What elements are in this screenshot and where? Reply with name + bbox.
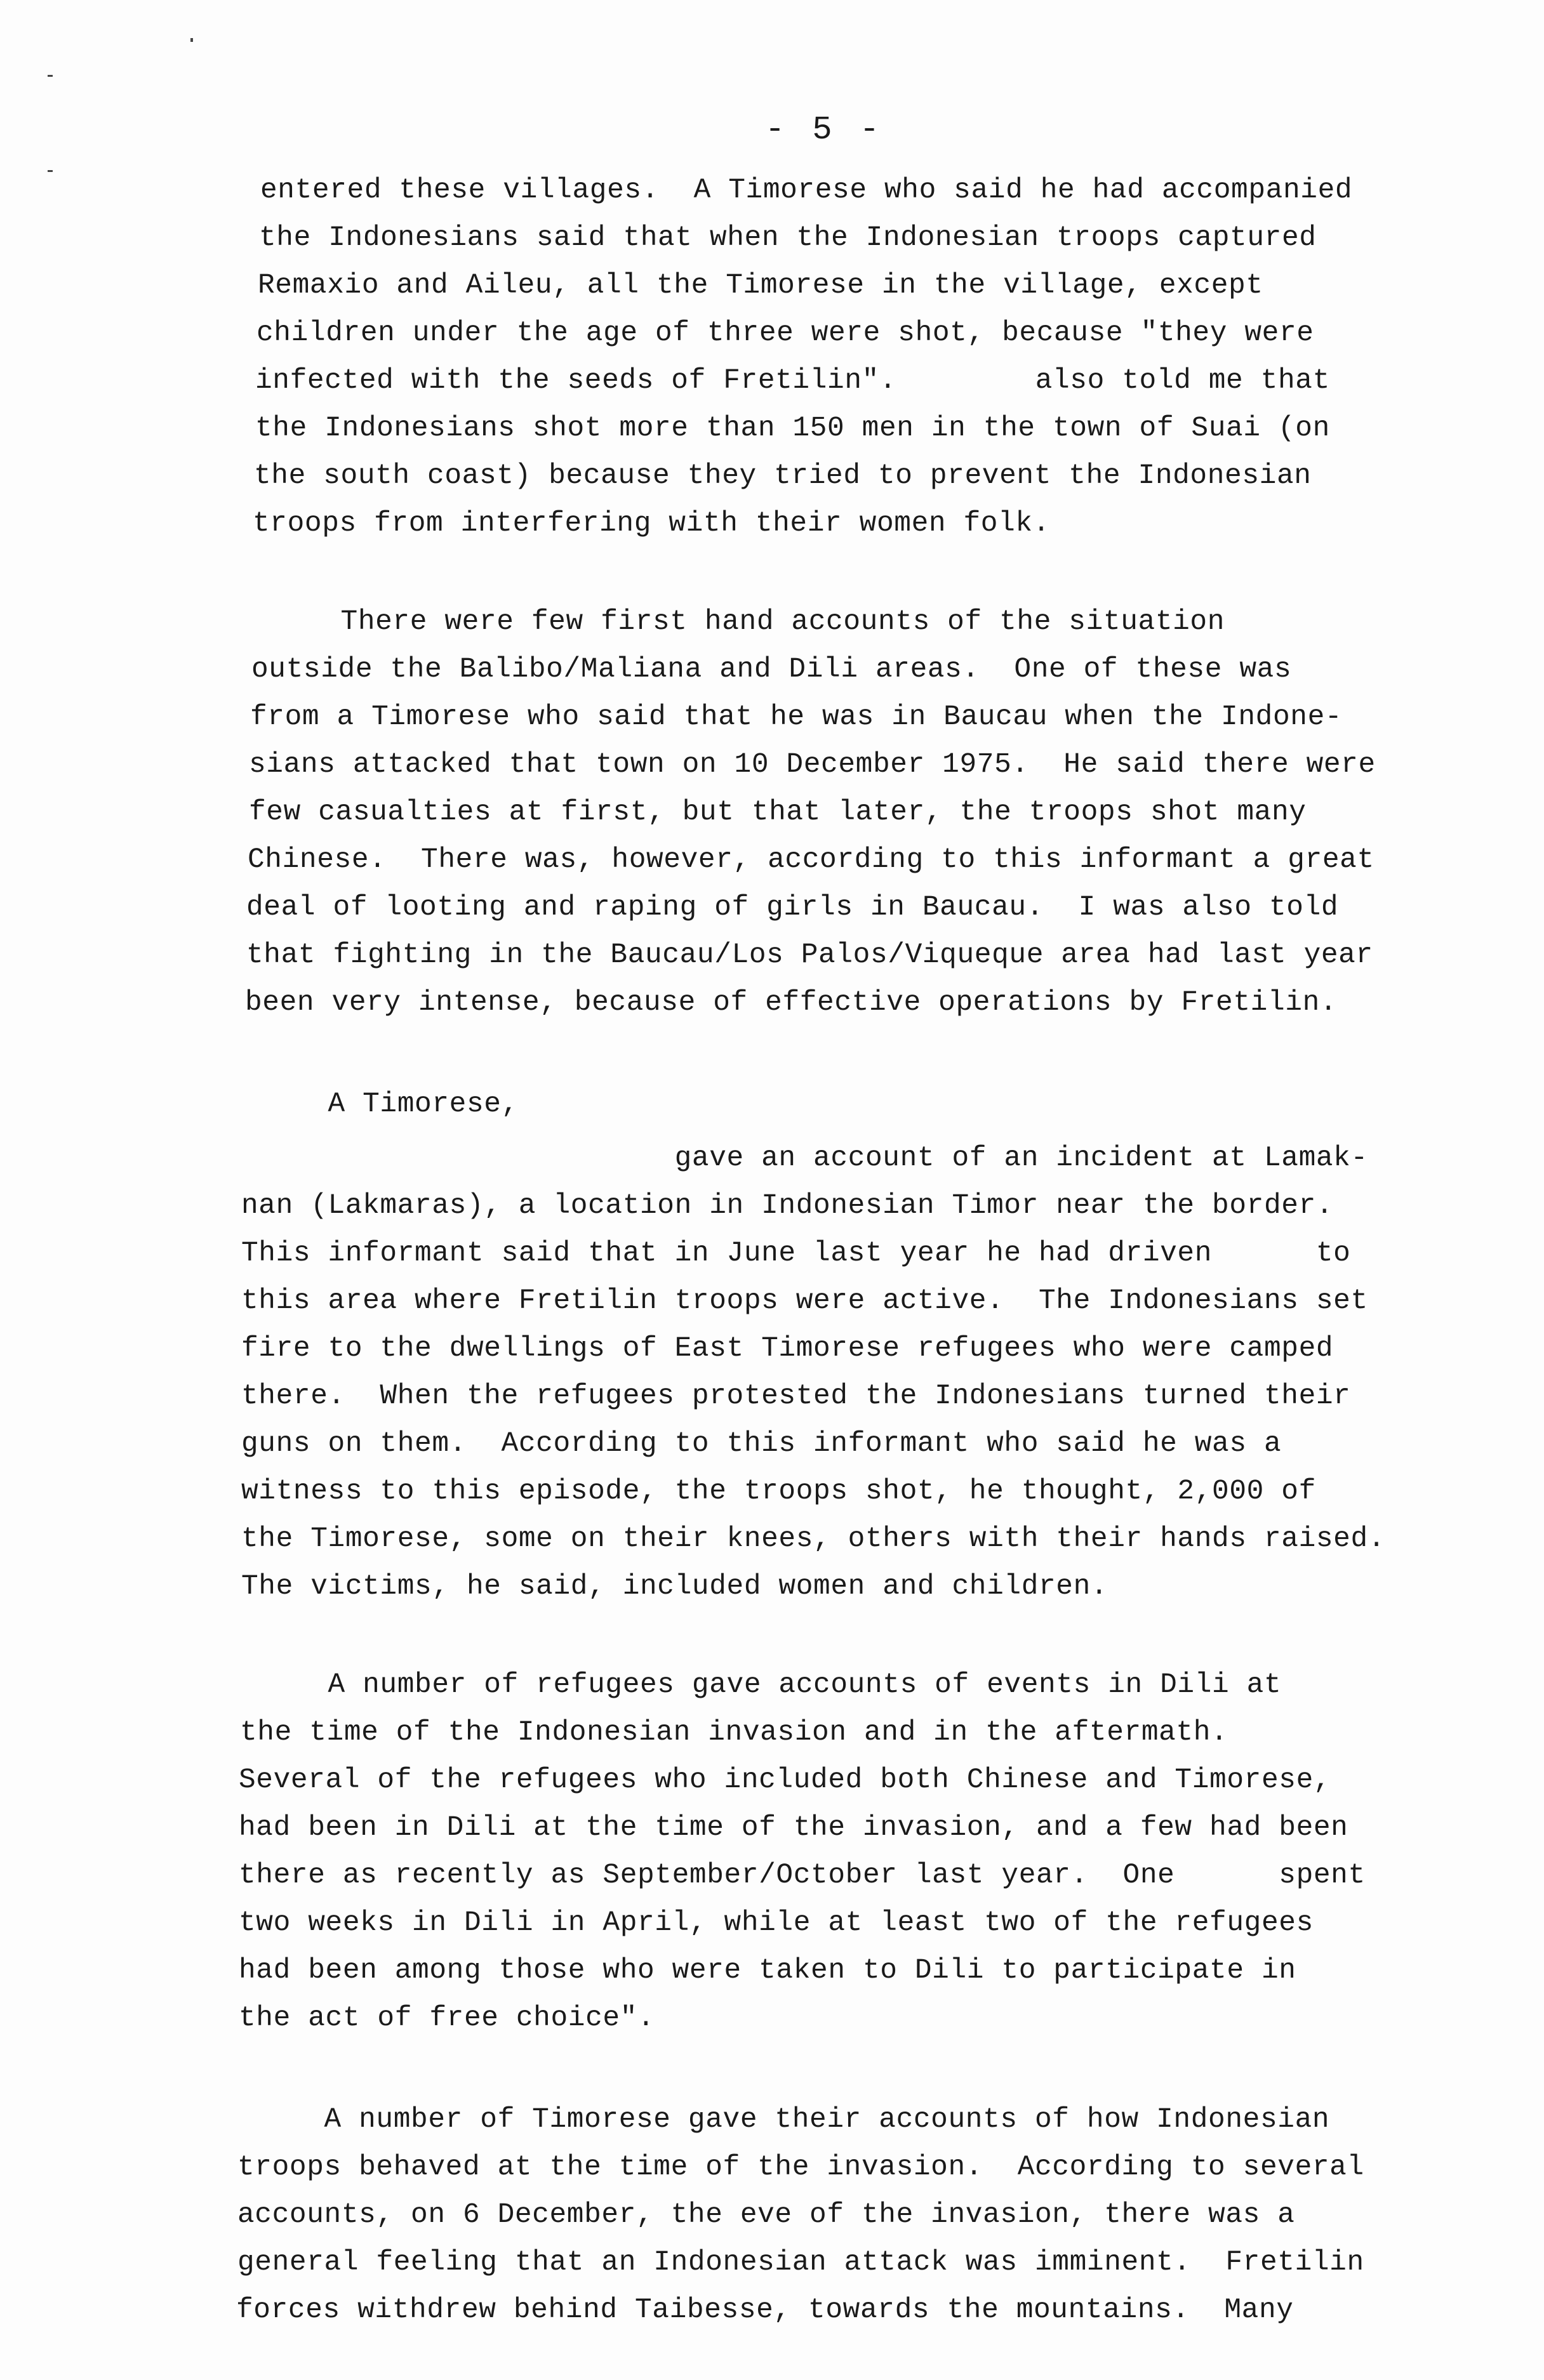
text-line: that fighting in the Baucau/Los Palos/Viqueque area had last year: [246, 939, 1373, 971]
text-line: the south coast) because they tried to prevent the Indonesian: [254, 460, 1312, 492]
text-line: The victims, he said, included women and children.: [241, 1571, 1108, 1603]
text-line: the Indonesians said that when the Indonesian troops captured: [259, 222, 1317, 254]
text-line: from a Timorese who said that he was in Baucau when the Indone-: [250, 701, 1343, 733]
text-line: there as recently as September/October last year. One spent: [239, 1860, 1366, 1891]
text-line: deal of looting and raping of girls in Baucau. I was also told: [246, 892, 1339, 923]
text-line: witness to this episode, the troops shot, he thought, 2,000 of: [241, 1476, 1316, 1507]
text-line: the act of free choice".: [239, 2002, 655, 2034]
text-line: troops behaved at the time of the invasion. According to several: [237, 2152, 1364, 2183]
text-line: general feeling that an Indonesian attack was imminent. Fretilin: [237, 2247, 1364, 2278]
scan-mark: [48, 75, 53, 77]
text-line: outside the Balibo/Maliana and Dili areas. One of these was: [251, 654, 1292, 685]
text-line: two weeks in Dili in April, while at least two of the refugees: [239, 1907, 1314, 1939]
text-line: had been among those who were taken to Dili to participate in: [239, 1955, 1296, 1987]
text-line: this area where Fretilin troops were active. The Indonesians set: [241, 1285, 1368, 1317]
text-line: had been in Dili at the time of the invasion, and a few had been: [239, 1812, 1348, 1844]
text-line: the Timorese, some on their knees, others with their hands raised.: [241, 1523, 1386, 1555]
scan-mark: [190, 38, 193, 42]
text-line: This informant said that in June last year he had driven to: [241, 1238, 1351, 1269]
text-line: A Timorese,: [241, 1088, 519, 1120]
text-line: troops from interfering with their women folk.: [253, 508, 1050, 539]
text-line: infected with the seeds of Fretilin". also told me that: [255, 365, 1330, 397]
text-line: Several of the refugees who included both Chinese and Timorese,: [239, 1764, 1331, 1796]
text-line: sians attacked that town on 10 December 1975. He said there were: [249, 749, 1376, 781]
text-line: A number of refugees gave accounts of events in Dili at: [241, 1669, 1282, 1701]
text-line: guns on them. According to this informant who said he was a: [241, 1428, 1282, 1460]
text-line: there. When the refugees protested the Indonesians turned their: [241, 1380, 1351, 1412]
text-line: accounts, on 6 December, the eve of the invasion, there was a: [237, 2199, 1295, 2231]
text-line: nan (Lakmaras), a location in Indonesian Timor near the border.: [241, 1190, 1334, 1222]
text-line: the Indonesians shot more than 150 men in the town of Suai (on: [255, 413, 1330, 444]
text-line: few casualties at first, but that later, the troops shot many: [249, 797, 1307, 828]
text-line: fire to the dwellings of East Timorese refugees who were camped: [241, 1333, 1334, 1365]
text-line: forces withdrew behind Taibesse, towards the mountains. Many: [236, 2294, 1294, 2326]
text-line: gave an account of an incident at Lamak-: [241, 1142, 1368, 1174]
text-line: children under the age of three were shot, because "they were: [256, 317, 1314, 349]
page-number: - 5 -: [765, 111, 884, 149]
scan-mark: [48, 170, 53, 172]
text-line: been very intense, because of effective operations by Fretilin.: [245, 987, 1338, 1019]
text-line: Chinese. There was, however, according to this informant a great: [248, 844, 1374, 876]
text-line: There were few first hand accounts of the situation: [254, 606, 1225, 638]
text-line: the time of the Indonesian invasion and in the aftermath.: [240, 1717, 1228, 1749]
text-line: entered these villages. A Timorese who said he had accompanied: [260, 175, 1353, 206]
text-line: Remaxio and Aileu, all the Timorese in the village, except: [258, 270, 1263, 301]
text-line: A number of Timorese gave their accounts of how Indonesian: [237, 2104, 1330, 2136]
